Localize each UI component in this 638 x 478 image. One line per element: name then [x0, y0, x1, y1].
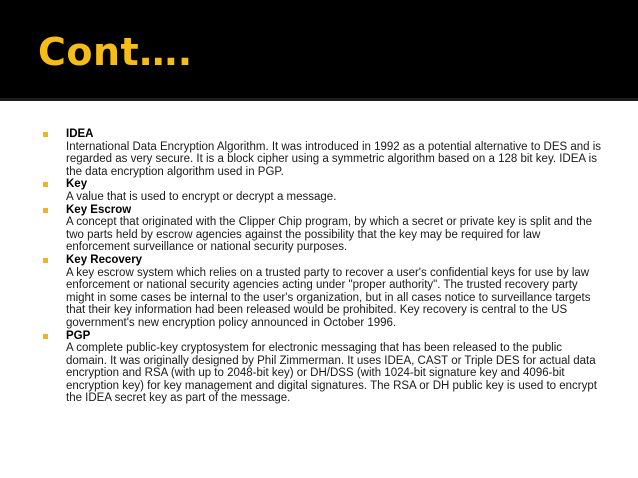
term-description: A value that is used to encrypt or decrypt a message.	[66, 190, 337, 203]
square-bullet-icon	[43, 334, 48, 339]
term-description: A key escrow system which relies on a trusted party to recover a user's confidential keys for use by law enforcement or national security agencies acting under "proper authority". The trusted recovery party might in some cases be internal to the user's organization, but in all cases notice to surveillance targets that their key information had been released would be prohibited. Key recovery is central to the US government's new encryption policy announced in October 1996.	[66, 266, 591, 329]
term-description: A concept that originated with the Clipper Chip program, by which a secret or private key is split and the two parts held by escrow agencies against the possibility that the key may be required for law enforcement surveillance or national security purposes.	[66, 216, 593, 254]
slide-title: Cont….	[38, 30, 193, 74]
term-label: IDEA	[66, 128, 94, 140]
term-description: A complete public-key cryptosystem for electronic messaging that has been released to the public domain. It was originally designed by Phil Zimmerman. It uses IDEA, CAST or Triple DES for actual data encryption and RSA (with up to 2048-bit key) or DH/DSS (with 1024-bit signature key and 4096-bit encryption key) for key management and digital signatures. The RSA or DH public key is used to encrypt the IDEA secret key as part of the message.	[66, 342, 597, 405]
square-bullet-icon	[43, 208, 48, 213]
square-bullet-icon	[43, 132, 48, 137]
bullet-item-key	[40, 178, 606, 203]
term-label: Key	[66, 178, 88, 191]
term-description: International Data Encryption Algorithm. It was introduced in 1992 as a potential alternative to DES and is regarded as very secure. It is a block cipher using a symmetric algorithm based on a 128 bit key. IDEA is the data encryption algorithm used in PGP.	[66, 140, 602, 178]
bullet-item-key-escrow	[40, 204, 606, 254]
bullet-item-idea	[40, 128, 606, 178]
bullet-list	[40, 128, 606, 405]
bullet-item-key-recovery	[40, 254, 606, 330]
term-label: Key Escrow	[66, 203, 132, 216]
term-label: Key Recovery	[66, 253, 143, 266]
term-label: PGP	[66, 329, 91, 342]
square-bullet-icon	[43, 182, 48, 187]
title-band	[0, 0, 638, 101]
bullet-item-pgp	[40, 330, 606, 406]
square-bullet-icon	[43, 258, 48, 263]
